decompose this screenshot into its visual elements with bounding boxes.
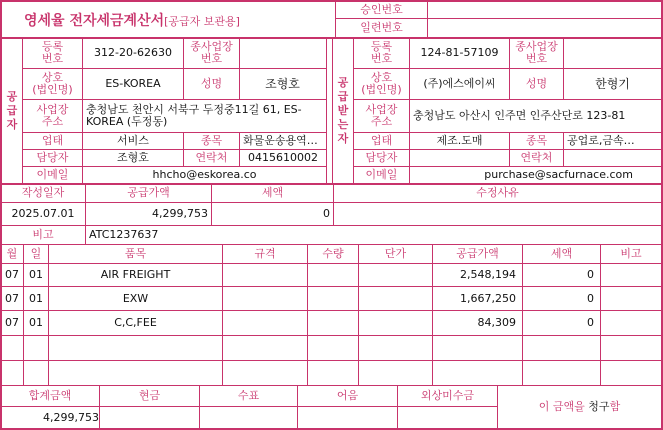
buyer-email[interactable]: purchase@sacfurnace.com [484, 168, 633, 181]
serial-no-value [428, 19, 661, 37]
supplier-name-label: 상호 (법인명) [32, 71, 73, 96]
document-title: 영세율 전자세금계산서[공급자 보관용] [24, 13, 240, 29]
buyer-biz-type-label: 업태 [370, 134, 393, 147]
supply-amount-total: 4,299,753 [152, 207, 208, 220]
approval-no-label: 승인번호 [360, 2, 403, 16]
cash-amount [100, 407, 199, 428]
item-month-cell: 07 [5, 291, 19, 305]
buyer-manager [410, 150, 509, 166]
bill-amount [298, 407, 397, 428]
item-qty-cell [308, 311, 358, 335]
credit-label: 외상미수금 [420, 389, 475, 402]
cash-label: 현금 [138, 389, 161, 402]
tax-label: 세액 [261, 186, 284, 199]
approval-no-value [428, 1, 661, 18]
supplier-reg-no: 312-20-62630 [94, 46, 172, 59]
item-name-cell: EXW [122, 291, 149, 305]
check-label: 수표 [237, 389, 260, 402]
check-amount [200, 407, 297, 428]
item-day-cell: 01 [29, 316, 43, 329]
items-header-note: 비고 [620, 247, 642, 260]
buyer-email-label: 이메일 [365, 168, 398, 181]
claim-statement: 이 금액을 청구 함 [538, 400, 621, 413]
item-supply-cell: 2,548,194 [460, 268, 516, 281]
buyer-rep-label: 성명 [525, 77, 548, 90]
supplier-reg-no-label: 등록 번호 [41, 40, 64, 65]
buyer-reg-no: 124-81-57109 [420, 46, 499, 59]
supplier-branch-label: 종사업장 번호 [190, 40, 233, 65]
item-note-cell [601, 311, 661, 335]
supplier-addr: 충청남도 천안시 서북구 두정중11길 61, ES-KOREA (두정동) [86, 103, 302, 128]
items-header-spec: 규격 [254, 247, 276, 260]
item-day-cell: 01 [29, 268, 43, 281]
serial-no-label: 일련번호 [360, 21, 403, 34]
buyer-name: (주)에스에이씨 [423, 77, 496, 90]
buyer-reg-no-label: 등록 번호 [370, 40, 393, 65]
buyer-side-label: 공 급 받 는 자 [337, 75, 349, 145]
buyer-biz-item: 공업로,금속… [567, 134, 635, 147]
supplier-contact-label: 연락처 [195, 151, 228, 164]
buyer-addr: 충청남도 아산시 인주면 인주산단로 123-81 [413, 109, 626, 122]
item-month-cell: 07 [5, 268, 19, 281]
supplier-contact: 0415610002 [248, 151, 318, 164]
buyer-biz-type: 제조.도매 [436, 134, 483, 147]
items-header-supply: 공급가액 [456, 247, 499, 260]
credit-amount [398, 407, 497, 428]
item-note-cell [601, 287, 661, 310]
supplier-rep-label: 성명 [200, 77, 223, 90]
item-price-cell [359, 311, 432, 335]
supplier-manager-label: 담당자 [36, 151, 69, 164]
supplier-branch [240, 38, 325, 68]
total-amount: 4,299,753 [43, 410, 99, 424]
buyer-rep: 한형기 [595, 77, 630, 91]
item-price-cell [359, 264, 432, 286]
date-label: 작성일자 [21, 186, 65, 199]
note-value: ATC1237637 [89, 228, 159, 241]
buyer-name-label: 상호 (법인명) [361, 71, 402, 96]
items-header-price: 단가 [384, 247, 407, 260]
items-header-item: 품목 [124, 247, 147, 260]
supply-amount-label: 공급가액 [127, 186, 170, 199]
grid-line [0, 360, 663, 361]
supplier-biz-type-label: 업태 [41, 134, 64, 147]
tax-total: 0 [323, 207, 330, 220]
supplier-biz-type: 서비스 [117, 134, 149, 147]
buyer-manager-label: 담당자 [365, 151, 398, 164]
item-price-cell [359, 287, 432, 310]
supplier-name: ES-KOREA [105, 77, 161, 90]
item-spec-cell [223, 264, 307, 286]
supplier-manager: 조형호 [117, 151, 149, 164]
amend-reason-label: 수정사유 [476, 186, 519, 199]
item-name-cell: AIR FREIGHT [100, 268, 171, 281]
supplier-side-label: 공 급 자 [6, 89, 18, 131]
item-supply-cell: 84,309 [477, 316, 516, 329]
items-header-month: 월 [6, 247, 18, 260]
buyer-biz-item-label: 종목 [525, 134, 548, 147]
item-spec-cell [223, 287, 307, 310]
amend-reason [334, 203, 661, 225]
item-spec-cell [223, 311, 307, 335]
item-note-cell [601, 264, 661, 286]
note-label: 비고 [32, 228, 54, 241]
grid-line [0, 335, 663, 336]
item-name-cell: C,C,FEE [114, 316, 157, 329]
item-tax-cell: 0 [587, 268, 594, 281]
items-header-qty: 수량 [322, 247, 344, 260]
total-amount-label: 합계금액 [28, 389, 72, 402]
item-tax-cell: 0 [587, 291, 594, 305]
supplier-biz-item: 화물운송용역… [243, 134, 318, 147]
item-qty-cell [308, 287, 358, 310]
buyer-contact-label: 연락처 [520, 151, 553, 164]
supplier-email[interactable]: hhcho@eskorea.co [152, 168, 257, 181]
issue-date: 2025.07.01 [11, 207, 75, 220]
item-supply-cell: 1,667,250 [460, 291, 516, 305]
buyer-contact [564, 150, 661, 166]
buyer-addr-label: 사업장 주소 [365, 103, 398, 128]
bill-label: 어음 [336, 389, 359, 402]
item-month-cell: 07 [5, 316, 19, 329]
supplier-addr-label: 사업장 주소 [36, 103, 69, 128]
supplier-rep: 조형호 [265, 77, 300, 91]
supplier-biz-item-label: 종목 [200, 134, 223, 147]
buyer-branch-label: 종사업장 번호 [515, 40, 558, 65]
buyer-branch [564, 38, 661, 68]
item-qty-cell [308, 264, 358, 286]
supplier-email-label: 이메일 [36, 168, 69, 181]
item-day-cell: 01 [29, 291, 43, 305]
item-tax-cell: 0 [587, 316, 594, 329]
grid-line [326, 38, 327, 184]
items-header-tax: 세액 [550, 247, 573, 260]
items-header-day: 일 [30, 247, 42, 260]
